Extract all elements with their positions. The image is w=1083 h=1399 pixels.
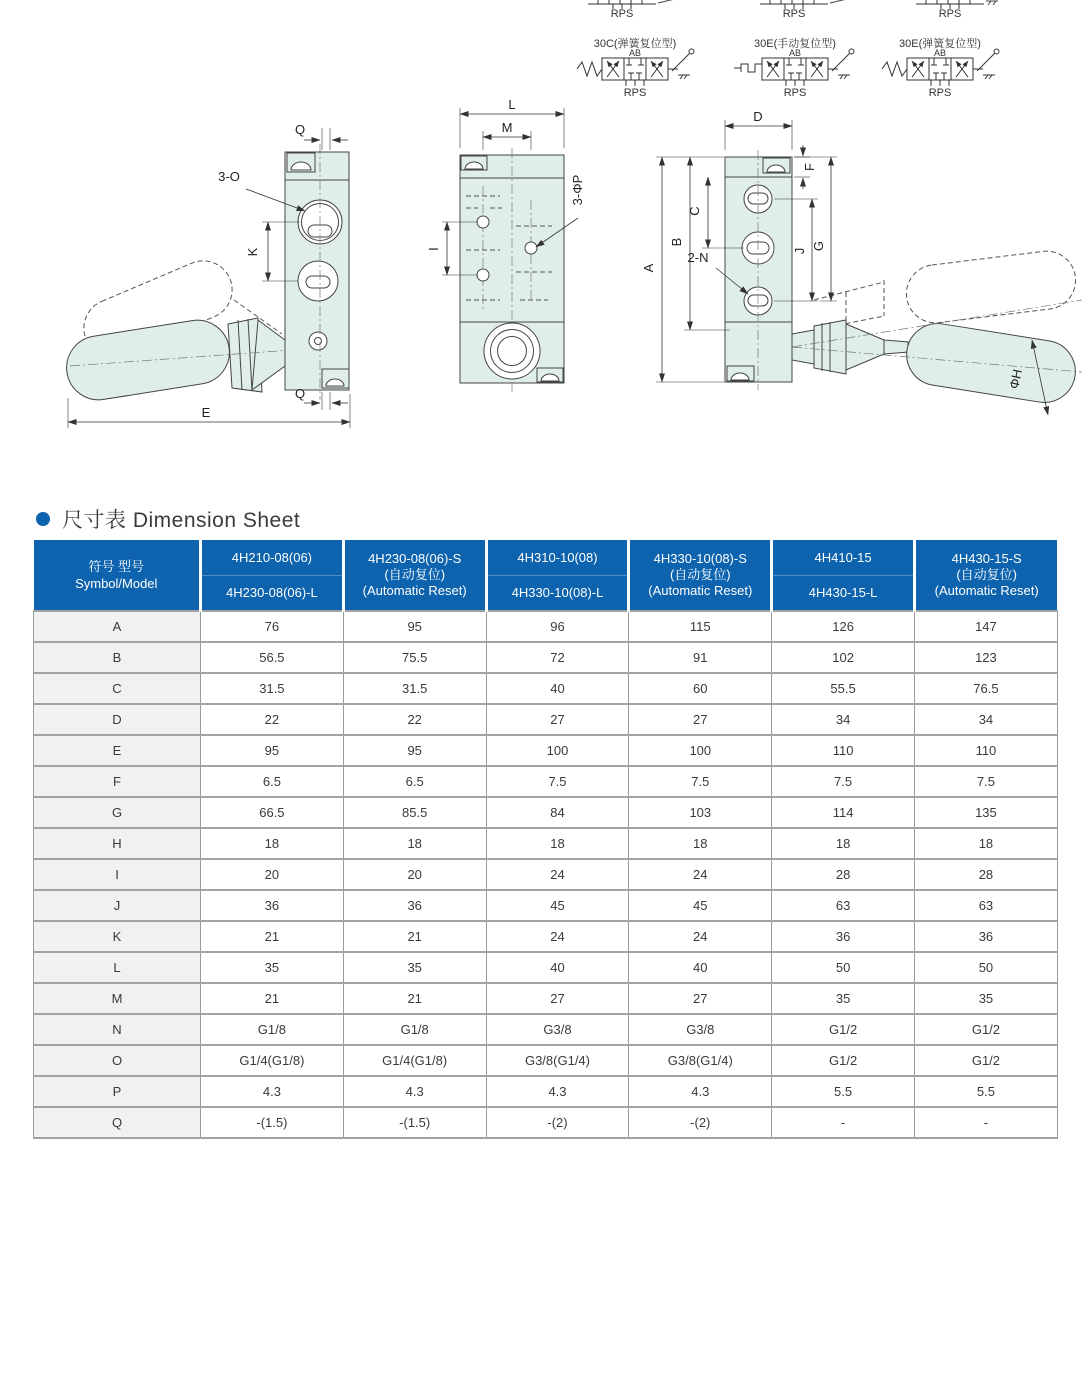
header-model-top: 4H410-15 (773, 541, 913, 576)
section-title (36, 504, 300, 534)
row-value-cell: -(2) (486, 1107, 629, 1138)
row-value-cell: G3/8(G1/4) (629, 1045, 772, 1076)
row-value-cell: 147 (914, 611, 1057, 642)
symbol-30c-title: 30C(弹簧复位型) (593, 38, 677, 50)
drawing-top-view (426, 97, 585, 392)
header-col-4h210 (201, 540, 344, 611)
dim-label-m: M (501, 120, 513, 135)
row-value-cell: 4.3 (629, 1076, 772, 1107)
table-row (34, 1045, 1058, 1076)
row-value-cell: G1/2 (772, 1045, 915, 1076)
row-value-cell: 96 (486, 611, 629, 642)
row-value-cell: 36 (343, 890, 486, 921)
row-value-cell: 63 (772, 890, 915, 921)
valve-symbol-30e-manual (734, 36, 854, 99)
row-value-cell: 20 (343, 859, 486, 890)
row-value-cell: 36 (914, 921, 1057, 952)
header-model-bottom: 4H330-10(08)-L (511, 584, 604, 600)
row-value-cell: 7.5 (629, 766, 772, 797)
row-value-cell: 6.5 (201, 766, 344, 797)
row-value-cell: -(1.5) (201, 1107, 344, 1138)
drawing-side-view-lever-right (641, 109, 1082, 415)
row-value-cell: 35 (343, 952, 486, 983)
symbol-30e-spring-rps-label: RPS (928, 87, 952, 99)
row-symbol-cell: E (34, 735, 201, 766)
row-value-cell: 95 (343, 735, 486, 766)
row-value-cell: 76.5 (914, 673, 1057, 704)
dimension-table (33, 540, 1058, 1139)
table-row (34, 797, 1058, 828)
row-value-cell: 60 (629, 673, 772, 704)
row-value-cell: 35 (772, 983, 915, 1014)
row-value-cell: 126 (772, 611, 915, 642)
row-value-cell: 76 (201, 611, 344, 642)
row-value-cell: 45 (629, 890, 772, 921)
dim-label-q-bottom: Q (294, 386, 306, 401)
row-value-cell: G1/2 (914, 1045, 1057, 1076)
row-symbol-cell: O (34, 1045, 201, 1076)
row-value-cell: 45 (486, 890, 629, 921)
row-value-cell: 123 (914, 642, 1057, 673)
row-value-cell: -(2) (629, 1107, 772, 1138)
row-symbol-cell: A (34, 611, 201, 642)
row-value-cell: G3/8 (629, 1014, 772, 1045)
dim-label-c: C (687, 206, 702, 216)
dim-label-b: B (669, 237, 684, 247)
row-value-cell: 7.5 (486, 766, 629, 797)
row-symbol-cell: K (34, 921, 201, 952)
table-row (34, 921, 1058, 952)
row-value-cell: 4.3 (343, 1076, 486, 1107)
row-value-cell: 18 (486, 828, 629, 859)
table-row (34, 704, 1058, 735)
table-row (34, 611, 1058, 642)
header-col-4h430s (914, 540, 1057, 611)
row-value-cell: 135 (914, 797, 1057, 828)
symbol-30e-manual-ab-label: AB (788, 48, 802, 58)
row-value-cell: 50 (914, 952, 1057, 983)
row-symbol-cell: N (34, 1014, 201, 1045)
table-row (34, 673, 1058, 704)
row-value-cell: 7.5 (914, 766, 1057, 797)
row-value-cell: 36 (772, 921, 915, 952)
row-value-cell: 40 (486, 952, 629, 983)
header-reset-en: (Automatic Reset) (362, 583, 467, 598)
row-value-cell: 34 (914, 704, 1057, 735)
dim-label-k: K (245, 247, 260, 257)
row-value-cell: 50 (772, 952, 915, 983)
row-value-cell: 24 (486, 921, 629, 952)
row-value-cell: 85.5 (343, 797, 486, 828)
row-value-cell: G1/4(G1/8) (343, 1045, 486, 1076)
row-symbol-cell: B (34, 642, 201, 673)
dim-label-q-top: Q (294, 122, 306, 137)
header-model-top: 4H310-10(08) (488, 541, 628, 576)
header-reset-cn: (自动复位) (956, 567, 1018, 582)
row-value-cell: 24 (629, 921, 772, 952)
row-value-cell: 34 (772, 704, 915, 735)
header-model-top: 4H210-08(06) (202, 541, 342, 576)
row-value-cell: 36 (201, 890, 344, 921)
row-value-cell: 5.5 (772, 1076, 915, 1107)
row-value-cell: 91 (629, 642, 772, 673)
partial-symbol-1-rps-label: RPS (610, 8, 634, 20)
symbol-30e-spring-title: 30E(弹簧复位型) (899, 38, 981, 50)
table-row (34, 828, 1058, 859)
dimension-table-head (34, 540, 1058, 611)
table-row (34, 642, 1058, 673)
section-title-text: 尺寸表 Dimension Sheet (62, 509, 301, 532)
header-reset-en: (Automatic Reset) (934, 583, 1039, 598)
table-row (34, 983, 1058, 1014)
dimension-table-body (34, 611, 1058, 1138)
hole-label-3-phi-p: 3-ΦP (570, 174, 585, 206)
row-value-cell: G1/8 (201, 1014, 344, 1045)
valve-symbols-partial-row (588, 0, 998, 20)
dim-label-a: A (641, 263, 656, 273)
row-value-cell: - (914, 1107, 1057, 1138)
drawing-side-view-lever-left (62, 122, 350, 428)
dim-label-l: L (508, 97, 516, 112)
row-value-cell: 102 (772, 642, 915, 673)
dim-label-d: D (753, 109, 763, 124)
valve-symbol-30c-spring (577, 36, 694, 99)
row-value-cell: 24 (629, 859, 772, 890)
row-value-cell: 6.5 (343, 766, 486, 797)
table-row (34, 1076, 1058, 1107)
row-value-cell: 63 (914, 890, 1057, 921)
symbol-30e-spring-ab-label: AB (933, 48, 947, 58)
table-row (34, 1107, 1058, 1138)
row-symbol-cell: M (34, 983, 201, 1014)
table-row (34, 859, 1058, 890)
partial-symbol-3-rps-label: RPS (938, 8, 962, 20)
row-value-cell: 21 (201, 921, 344, 952)
dim-label-i: I (426, 247, 441, 251)
row-symbol-cell: Q (34, 1107, 201, 1138)
row-value-cell: 24 (486, 859, 629, 890)
dim-label-g: G (811, 240, 826, 252)
header-col-4h410 (772, 540, 915, 611)
symbol-30e-manual-title: 30E(手动复位型) (754, 38, 836, 50)
row-symbol-cell: I (34, 859, 201, 890)
row-value-cell: - (772, 1107, 915, 1138)
row-value-cell: 95 (201, 735, 344, 766)
row-value-cell: 31.5 (201, 673, 344, 704)
partial-symbol-2-rps-label: RPS (782, 8, 806, 20)
row-value-cell: G1/4(G1/8) (201, 1045, 344, 1076)
row-value-cell: 110 (914, 735, 1057, 766)
row-value-cell: 27 (629, 704, 772, 735)
row-value-cell: 95 (343, 611, 486, 642)
row-symbol-cell: J (34, 890, 201, 921)
row-value-cell: 100 (486, 735, 629, 766)
dim-label-e: E (201, 405, 211, 420)
row-value-cell: 110 (772, 735, 915, 766)
row-value-cell: 21 (201, 983, 344, 1014)
technical-drawings-canvas (0, 0, 1083, 480)
row-value-cell: 31.5 (343, 673, 486, 704)
dim-label-j: J (792, 247, 807, 255)
row-value-cell: 21 (343, 983, 486, 1014)
symbol-30c-ab-label: AB (628, 48, 642, 58)
row-value-cell: G1/2 (914, 1014, 1057, 1045)
table-row (34, 890, 1058, 921)
header-col-4h310 (486, 540, 629, 611)
table-row (34, 952, 1058, 983)
dim-label-f: F (802, 163, 817, 171)
symbol-30c-rps-label: RPS (623, 87, 647, 99)
row-value-cell: 4.3 (201, 1076, 344, 1107)
row-value-cell: 40 (486, 673, 629, 704)
header-symbol-model (34, 540, 201, 611)
row-symbol-cell: H (34, 828, 201, 859)
row-value-cell: 114 (772, 797, 915, 828)
header-col-4h330s (629, 540, 772, 611)
row-value-cell: 56.5 (201, 642, 344, 673)
row-value-cell: 28 (772, 859, 915, 890)
row-value-cell: 66.5 (201, 797, 344, 828)
row-value-cell: 22 (343, 704, 486, 735)
header-symbol-model-cn: 符号 型号 (88, 559, 145, 574)
table-row (34, 1014, 1058, 1045)
symbol-30e-manual-rps-label: RPS (783, 87, 807, 99)
row-value-cell: 18 (201, 828, 344, 859)
row-value-cell: 18 (772, 828, 915, 859)
row-value-cell: 100 (629, 735, 772, 766)
header-reset-en: (Automatic Reset) (648, 583, 753, 598)
port-label-3-o: 3-O (218, 169, 240, 184)
row-value-cell: 21 (343, 921, 486, 952)
row-value-cell: G1/2 (772, 1014, 915, 1045)
row-symbol-cell: G (34, 797, 201, 828)
header-reset-cn: (自动复位) (669, 567, 731, 582)
header-model: 4H330-10(08)-S (653, 551, 747, 566)
header-model-bottom: 4H430-15-L (808, 584, 878, 600)
row-value-cell: 18 (629, 828, 772, 859)
row-value-cell: 40 (629, 952, 772, 983)
header-model-bottom: 4H230-08(06)-L (226, 584, 318, 600)
row-value-cell: 103 (629, 797, 772, 828)
table-row (34, 766, 1058, 797)
row-value-cell: 20 (201, 859, 344, 890)
row-value-cell: 55.5 (772, 673, 915, 704)
row-value-cell: 72 (486, 642, 629, 673)
row-value-cell: -(1.5) (343, 1107, 486, 1138)
row-value-cell: G3/8(G1/4) (486, 1045, 629, 1076)
row-value-cell: 35 (914, 983, 1057, 1014)
row-value-cell: 5.5 (914, 1076, 1057, 1107)
row-value-cell: 28 (914, 859, 1057, 890)
row-value-cell: 22 (201, 704, 344, 735)
row-symbol-cell: C (34, 673, 201, 704)
row-value-cell: 4.3 (486, 1076, 629, 1107)
header-symbol-model-en: Symbol/Model (75, 576, 158, 591)
row-symbol-cell: F (34, 766, 201, 797)
row-value-cell: 27 (486, 983, 629, 1014)
row-value-cell: 27 (629, 983, 772, 1014)
row-value-cell: 18 (343, 828, 486, 859)
header-model: 4H230-08(06)-S (368, 551, 462, 566)
row-value-cell: 75.5 (343, 642, 486, 673)
header-model: 4H430-15-S (951, 551, 1022, 566)
table-row (34, 735, 1058, 766)
row-value-cell: G1/8 (343, 1014, 486, 1045)
header-col-4h230s (343, 540, 486, 611)
row-value-cell: G3/8 (486, 1014, 629, 1045)
row-value-cell: 35 (201, 952, 344, 983)
row-symbol-cell: P (34, 1076, 201, 1107)
valve-symbol-30e-spring (882, 36, 999, 99)
row-symbol-cell: D (34, 704, 201, 735)
row-symbol-cell: L (34, 952, 201, 983)
row-value-cell: 18 (914, 828, 1057, 859)
row-value-cell: 84 (486, 797, 629, 828)
section-bullet-icon (36, 512, 50, 526)
header-reset-cn: (自动复位) (384, 567, 446, 582)
row-value-cell: 7.5 (772, 766, 915, 797)
port-label-2-n: 2-N (687, 250, 709, 265)
row-value-cell: 27 (486, 704, 629, 735)
dim-label-phi-h: ΦH (1006, 367, 1025, 391)
row-value-cell: 115 (629, 611, 772, 642)
